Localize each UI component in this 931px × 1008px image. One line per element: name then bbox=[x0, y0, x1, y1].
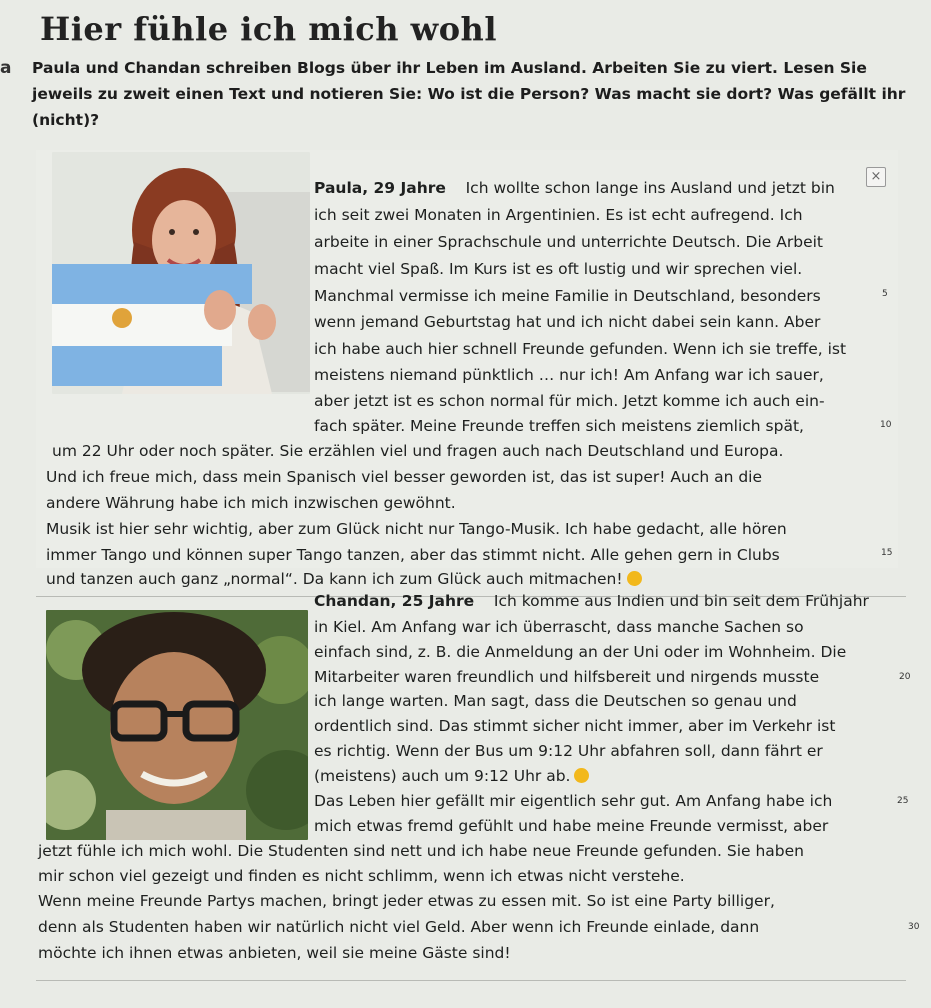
text-line: immer Tango und können super Tango tanzen, aber das stimmt nicht. Alle gehen gern in Clubs bbox=[46, 546, 780, 564]
task-instruction: Paula und Chandan schreiben Blogs über ihr Leben im Ausland. Arbeiten Sie zu viert. Lesen Sie jeweils zu zweit einen Text und notieren Sie: Wo ist die Person? Was macht sie dort? Was gefällt ihr (nicht)? bbox=[32, 59, 906, 129]
text-line: es richtig. Wenn der Bus um 9:12 Uhr abfahren soll, dann fährt er bbox=[314, 742, 823, 760]
text-line: fach später. Meine Freunde treffen sich meistens ziemlich spät, bbox=[314, 417, 804, 435]
text-line: meistens niemand pünktlich … nur ich! Am Anfang war ich sauer, bbox=[314, 366, 824, 384]
text-line: (meistens) auch um 9:12 Uhr ab. bbox=[314, 767, 589, 785]
line-number: 20 bbox=[899, 672, 911, 682]
author-paula: Paula, 29 Jahre bbox=[314, 179, 446, 197]
text-line: ich lange warten. Man sagt, dass die Deutschen so genau und bbox=[314, 692, 797, 710]
text-line: Chandan, 25 Jahre Ich komme aus Indien und bin seit dem Frühjahr bbox=[314, 592, 869, 610]
text-line: ich habe auch hier schnell Freunde gefunden. Wenn ich sie treffe, ist bbox=[314, 340, 847, 358]
text-line: Paula, 29 Jahre Ich wollte schon lange ins Ausland und jetzt bin bbox=[314, 179, 835, 197]
text-line: Wenn meine Freunde Partys machen, bringt jeder etwas zu essen mit. So ist eine Party billiger, bbox=[38, 892, 775, 910]
chandan-photo bbox=[46, 610, 308, 840]
text-line: ich seit zwei Monaten in Argentinien. Es ist echt aufregend. Ich bbox=[314, 206, 803, 224]
text-line: arbeite in einer Sprachschule und unterrichte Deutsch. Die Arbeit bbox=[314, 233, 823, 251]
divider bbox=[36, 980, 906, 981]
text-line: um 22 Uhr oder noch später. Sie erzählen viel und fragen auch nach Deutschland und Europa. bbox=[52, 442, 784, 460]
line-number: 5 bbox=[882, 289, 888, 299]
text-line: denn als Studenten haben wir natürlich nicht viel Geld. Aber wenn ich Freunde einlade, dann bbox=[38, 918, 760, 936]
text-line: aber jetzt ist es schon normal für mich. Jetzt komme ich auch ein- bbox=[314, 392, 825, 410]
author-chandan: Chandan, 25 Jahre bbox=[314, 592, 475, 610]
smiley-icon bbox=[574, 768, 589, 783]
line-number: 10 bbox=[880, 420, 892, 430]
close-icon[interactable]: × bbox=[866, 167, 886, 187]
text-line: Musik ist hier sehr wichtig, aber zum Glück nicht nur Tango-Musik. Ich habe gedacht, alle hören bbox=[46, 520, 787, 538]
line-number: 30 bbox=[908, 922, 920, 932]
line-number: 15 bbox=[881, 548, 893, 558]
text-line: jetzt fühle ich mich wohl. Die Studenten sind nett und ich habe neue Freunde gefunden. Sie haben bbox=[38, 842, 804, 860]
text-line: Mitarbeiter waren freundlich und hilfsbereit und nirgends musste bbox=[314, 668, 820, 686]
text-line: Das Leben hier gefällt mir eigentlich sehr gut. Am Anfang habe ich bbox=[314, 792, 833, 810]
text-line: wenn jemand Geburtstag hat und ich nicht dabei sein kann. Aber bbox=[314, 313, 821, 331]
page-title: Hier fühle ich mich wohl bbox=[40, 10, 497, 48]
smiley-icon bbox=[627, 571, 642, 586]
task-letter: a bbox=[0, 58, 12, 78]
text-line: mich etwas fremd gefühlt und habe meine Freunde vermisst, aber bbox=[314, 817, 829, 835]
line-number: 25 bbox=[897, 796, 909, 806]
text-line: einfach sind, z. B. die Anmeldung an der Uni oder im Wohnheim. Die bbox=[314, 643, 847, 661]
text-line: Und ich freue mich, dass mein Spanisch viel besser geworden ist, das ist super! Auch an die bbox=[46, 468, 763, 486]
text-line: in Kiel. Am Anfang war ich überrascht, dass manche Sachen so bbox=[314, 618, 804, 636]
text-line: und tanzen auch ganz „normal“. Da kann ich zum Glück auch mitmachen! bbox=[46, 570, 642, 588]
text-line: möchte ich ihnen etwas anbieten, weil sie meine Gäste sind! bbox=[38, 944, 511, 962]
text-line: andere Währung habe ich mich inzwischen gewöhnt. bbox=[46, 494, 456, 512]
text-line: ordentlich sind. Das stimmt sicher nicht immer, aber im Verkehr ist bbox=[314, 717, 836, 735]
text-line: mir schon viel gezeigt und finden es nicht schlimm, wenn ich etwas nicht verstehe. bbox=[38, 867, 685, 885]
text-line: macht viel Spaß. Im Kurs ist es oft lustig und wir sprechen viel. bbox=[314, 260, 803, 278]
paula-photo bbox=[52, 152, 310, 394]
text-line: Manchmal vermisse ich meine Familie in Deutschland, besonders bbox=[314, 287, 821, 305]
